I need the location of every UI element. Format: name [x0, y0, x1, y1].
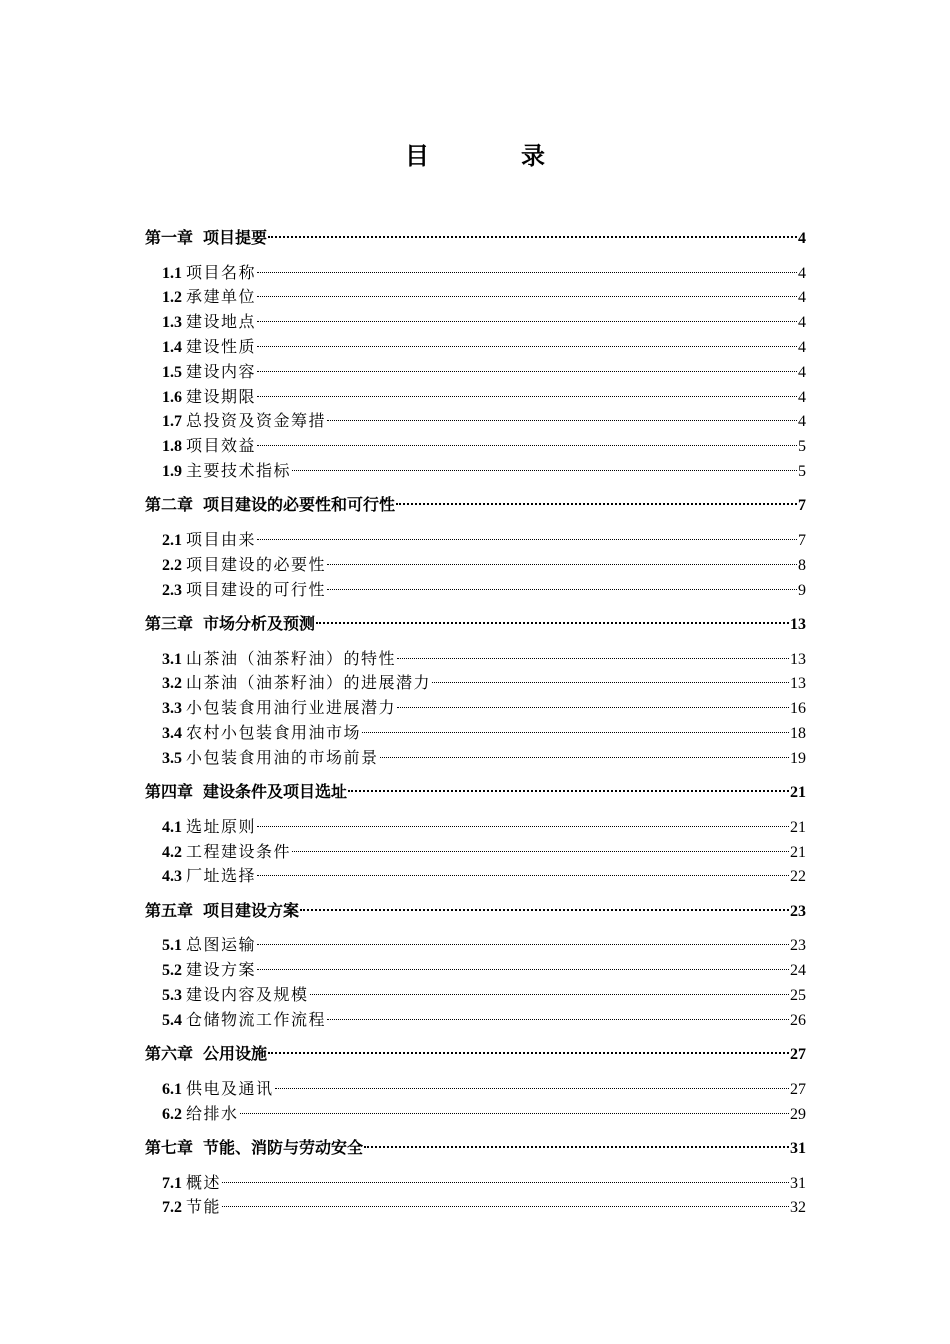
toc-page-number: 32 [790, 1199, 806, 1217]
toc-page-number: 23 [790, 902, 806, 920]
toc-entry-number: 6.2 [162, 1105, 182, 1123]
toc-page-number: 5 [798, 438, 806, 456]
toc-section-entry[interactable] [162, 1166, 806, 1192]
toc-section-entry[interactable] [162, 953, 806, 980]
toc-entry-label: 建设性质 [186, 336, 257, 356]
toc-entry-label: 山茶油（油茶籽油）的特性 [186, 648, 397, 668]
toc-dot-leader [268, 1037, 789, 1059]
toc-page-number: 4 [798, 230, 806, 247]
toc-entry-number: 1.1 [162, 264, 182, 282]
toc-page-number: 13 [790, 675, 806, 693]
toc-section-entry[interactable] [162, 691, 806, 718]
toc-page-number: 24 [790, 962, 806, 980]
toc-entry-number: 第二章 [145, 495, 194, 515]
toc-dot-leader [380, 741, 789, 763]
toc-entry-label: 建设方案 [186, 960, 257, 980]
toc-entry-label: 概述 [186, 1172, 222, 1192]
toc-entry-label: 节能、消防与劳动安全 [203, 1138, 364, 1157]
toc-section-entry[interactable] [162, 666, 806, 693]
toc-section-entry[interactable] [162, 429, 806, 456]
toc-entry-label: 建设条件及项目选址 [203, 782, 348, 802]
toc-entry-number: 3.2 [162, 675, 182, 693]
toc-dot-leader [257, 928, 789, 950]
toc-dot-leader [257, 429, 797, 451]
toc-section-entry[interactable] [162, 404, 806, 431]
toc-dot-leader [257, 355, 797, 377]
toc-section-entry[interactable] [162, 573, 806, 599]
toc-entry-label: 项目由来 [186, 529, 257, 549]
toc-page-number: 4 [798, 388, 806, 406]
toc-entry-label: 总投资及资金筹措 [186, 411, 327, 431]
toc-dot-leader [327, 548, 797, 570]
toc-section-entry[interactable] [162, 1072, 806, 1098]
toc-chapter-entry[interactable] [145, 1037, 806, 1064]
toc-dot-leader [362, 716, 789, 738]
toc-section-entry[interactable] [162, 330, 806, 356]
toc-dot-leader [327, 573, 797, 595]
toc-dot-leader [222, 1190, 789, 1212]
toc-entry-label: 工程建设条件 [186, 841, 292, 861]
toc-entry-number: 3.5 [162, 749, 182, 767]
toc-entry-number: 4.3 [162, 868, 182, 886]
toc-chapter-entry[interactable] [145, 775, 806, 802]
toc-dot-leader [292, 835, 789, 857]
toc-page-number: 29 [790, 1105, 806, 1123]
toc-page-number: 4 [798, 264, 806, 282]
toc-section-entry[interactable] [162, 1190, 806, 1217]
toc-dot-leader [348, 775, 789, 797]
toc-entry-number: 1.6 [162, 388, 182, 406]
toc-entry-label: 项目名称 [186, 262, 257, 282]
toc-page-number: 21 [790, 818, 806, 836]
toc-entry-label: 建设内容 [186, 361, 257, 381]
toc-entry-label: 选址原则 [186, 816, 257, 836]
toc-entry-number: 1.5 [162, 363, 182, 381]
toc-page-number: 21 [790, 784, 806, 802]
toc-entry-number: 5.2 [162, 962, 182, 980]
toc-dot-leader [397, 691, 789, 713]
toc-dot-leader [240, 1097, 789, 1119]
toc-chapter-entry[interactable] [145, 221, 806, 247]
toc-section-entry[interactable] [162, 305, 806, 332]
toc-page-number: 4 [798, 289, 806, 307]
toc-section-entry[interactable] [162, 835, 806, 861]
toc-section-entry[interactable] [162, 523, 806, 549]
toc-entry-label: 厂址选择 [186, 866, 257, 886]
toc-dot-leader [397, 642, 789, 664]
toc-entry-number: 1.2 [162, 289, 182, 307]
toc-entry-label: 给排水 [186, 1103, 239, 1123]
toc-section-entry[interactable] [162, 716, 806, 742]
toc-title: 目 录 [405, 142, 579, 170]
toc-dot-leader [257, 330, 797, 352]
toc-entry-label: 建设地点 [186, 312, 257, 332]
toc-entry-number: 7.2 [162, 1199, 182, 1217]
toc-page-number: 31 [790, 1140, 806, 1157]
toc-entry-label: 项目效益 [186, 436, 257, 456]
toc-dot-leader [292, 454, 797, 476]
toc-section-entry[interactable] [162, 548, 806, 574]
toc-entry-label: 项目建设的必要性 [186, 554, 327, 574]
toc-entry-number: 5.1 [162, 937, 182, 955]
toc-entry-label: 项目提要 [203, 228, 268, 247]
toc-section-entry[interactable] [162, 810, 806, 836]
toc-entry-number: 3.1 [162, 650, 182, 668]
toc-page-number: 9 [798, 581, 806, 599]
toc-entry-number: 2.1 [162, 531, 182, 549]
toc-entry-number: 第七章 [145, 1138, 194, 1157]
toc-dot-leader [396, 488, 797, 510]
toc-entry-number: 7.1 [162, 1174, 182, 1192]
toc-page-number: 25 [790, 986, 806, 1004]
toc-section-entry[interactable] [162, 380, 806, 406]
toc-chapter-entry[interactable] [145, 607, 806, 633]
toc-page-number: 22 [790, 868, 806, 886]
toc-section-entry[interactable] [162, 928, 806, 955]
toc-entry-label: 仓储物流工作流程 [186, 1009, 327, 1029]
toc-page-number: 26 [790, 1011, 806, 1029]
toc-section-entry[interactable] [162, 454, 806, 480]
toc-dot-leader [310, 978, 789, 1000]
toc-page-number: 21 [790, 843, 806, 861]
toc-section-entry[interactable] [162, 256, 806, 282]
toc-entry-label: 供电及通讯 [186, 1078, 274, 1098]
toc-entry-label: 节能 [186, 1197, 222, 1217]
toc-entry-label: 市场分析及预测 [203, 614, 316, 633]
toc-entry-number: 1.4 [162, 338, 182, 356]
toc-section-entry[interactable] [162, 355, 806, 381]
toc-entry-label: 建设内容及规模 [186, 984, 309, 1004]
toc-section-entry[interactable] [162, 642, 806, 668]
toc-dot-leader [268, 221, 797, 243]
toc-entry-number: 4.1 [162, 818, 182, 836]
toc-entry-label: 总图运输 [186, 935, 257, 955]
toc-dot-leader [327, 404, 797, 426]
toc-section-entry[interactable] [162, 741, 806, 767]
toc-entry-label: 山茶油（油茶籽油）的进展潜力 [186, 673, 432, 693]
toc-page-number: 5 [798, 462, 806, 480]
toc-dot-leader [275, 1072, 789, 1094]
toc-dot-leader [257, 810, 789, 832]
toc-entry-number: 第三章 [145, 614, 194, 633]
toc-section-entry[interactable] [162, 978, 806, 1004]
toc-entry-label: 农村小包装食用油市场 [186, 722, 362, 742]
toc-dot-leader [257, 523, 797, 545]
toc-entry-number: 5.3 [162, 986, 182, 1004]
toc-entry-number: 第一章 [145, 228, 194, 247]
toc-page-number: 31 [790, 1174, 806, 1192]
toc-entry-number: 第五章 [145, 900, 194, 920]
toc-chapter-entry[interactable] [145, 1131, 806, 1157]
toc-entry-number: 1.9 [162, 462, 182, 480]
toc-entry-label: 小包装食用油的市场前景 [186, 747, 379, 767]
toc-entry-number: 2.3 [162, 581, 182, 599]
toc-dot-leader [257, 859, 789, 881]
toc-dot-leader [257, 256, 797, 278]
toc-page-number: 4 [798, 413, 806, 431]
toc-entry-label: 主要技术指标 [186, 460, 292, 480]
toc-entry-number: 1.8 [162, 438, 182, 456]
toc-section-entry[interactable] [162, 280, 806, 307]
toc-dot-leader [257, 280, 797, 302]
toc-page-number: 13 [790, 650, 806, 668]
toc-entry-number: 第四章 [145, 782, 194, 802]
toc-page-number: 4 [798, 363, 806, 381]
toc-section-entry[interactable] [162, 859, 806, 886]
toc-page-number: 8 [798, 556, 806, 574]
toc-entry-number: 第六章 [145, 1044, 194, 1064]
toc-dot-leader [327, 1003, 789, 1025]
toc-entry-number: 3.4 [162, 724, 182, 742]
toc-chapter-entry[interactable] [145, 894, 806, 920]
toc-page-number: 27 [790, 1046, 806, 1064]
toc-dot-leader [257, 953, 789, 975]
toc-entry-label: 小包装食用油行业进展潜力 [186, 698, 397, 718]
toc-dot-leader [300, 894, 789, 916]
toc-entry-label: 项目建设的必要性和可行性 [203, 495, 396, 515]
toc-dot-leader [257, 380, 797, 402]
toc-page-number: 13 [790, 616, 806, 633]
toc-page-number: 7 [798, 497, 806, 515]
toc-entry-label: 项目建设的可行性 [186, 579, 327, 599]
toc-page-number: 4 [798, 314, 806, 332]
toc-page-number: 18 [790, 724, 806, 742]
toc-page-number: 23 [790, 937, 806, 955]
toc-page-number: 16 [790, 700, 806, 718]
toc-entry-number: 2.2 [162, 556, 182, 574]
toc-entry-number: 1.7 [162, 413, 182, 431]
toc-entry-label: 建设期限 [186, 386, 257, 406]
toc-entry-number: 5.4 [162, 1011, 182, 1029]
toc-entry-label: 承建单位 [186, 287, 257, 307]
toc-dot-leader [364, 1131, 789, 1153]
toc-dot-leader [222, 1166, 789, 1188]
toc-entry-label: 公用设施 [203, 1044, 268, 1064]
toc-page-number: 4 [798, 338, 806, 356]
toc-entry-number: 3.3 [162, 700, 182, 718]
toc-dot-leader [432, 666, 789, 688]
toc-dot-leader [257, 305, 797, 327]
toc-chapter-entry[interactable] [145, 488, 806, 515]
toc-entry-number: 6.1 [162, 1080, 182, 1098]
toc-section-entry[interactable] [162, 1097, 806, 1123]
toc-entry-number: 4.2 [162, 843, 182, 861]
toc-entry-label: 项目建设方案 [203, 900, 300, 920]
toc-entry-number: 1.3 [162, 314, 182, 332]
toc-page-number: 19 [790, 749, 806, 767]
toc-page-number: 27 [790, 1080, 806, 1098]
toc-dot-leader [316, 607, 789, 629]
toc-section-entry[interactable] [162, 1003, 806, 1029]
toc-page-number: 7 [798, 531, 806, 549]
